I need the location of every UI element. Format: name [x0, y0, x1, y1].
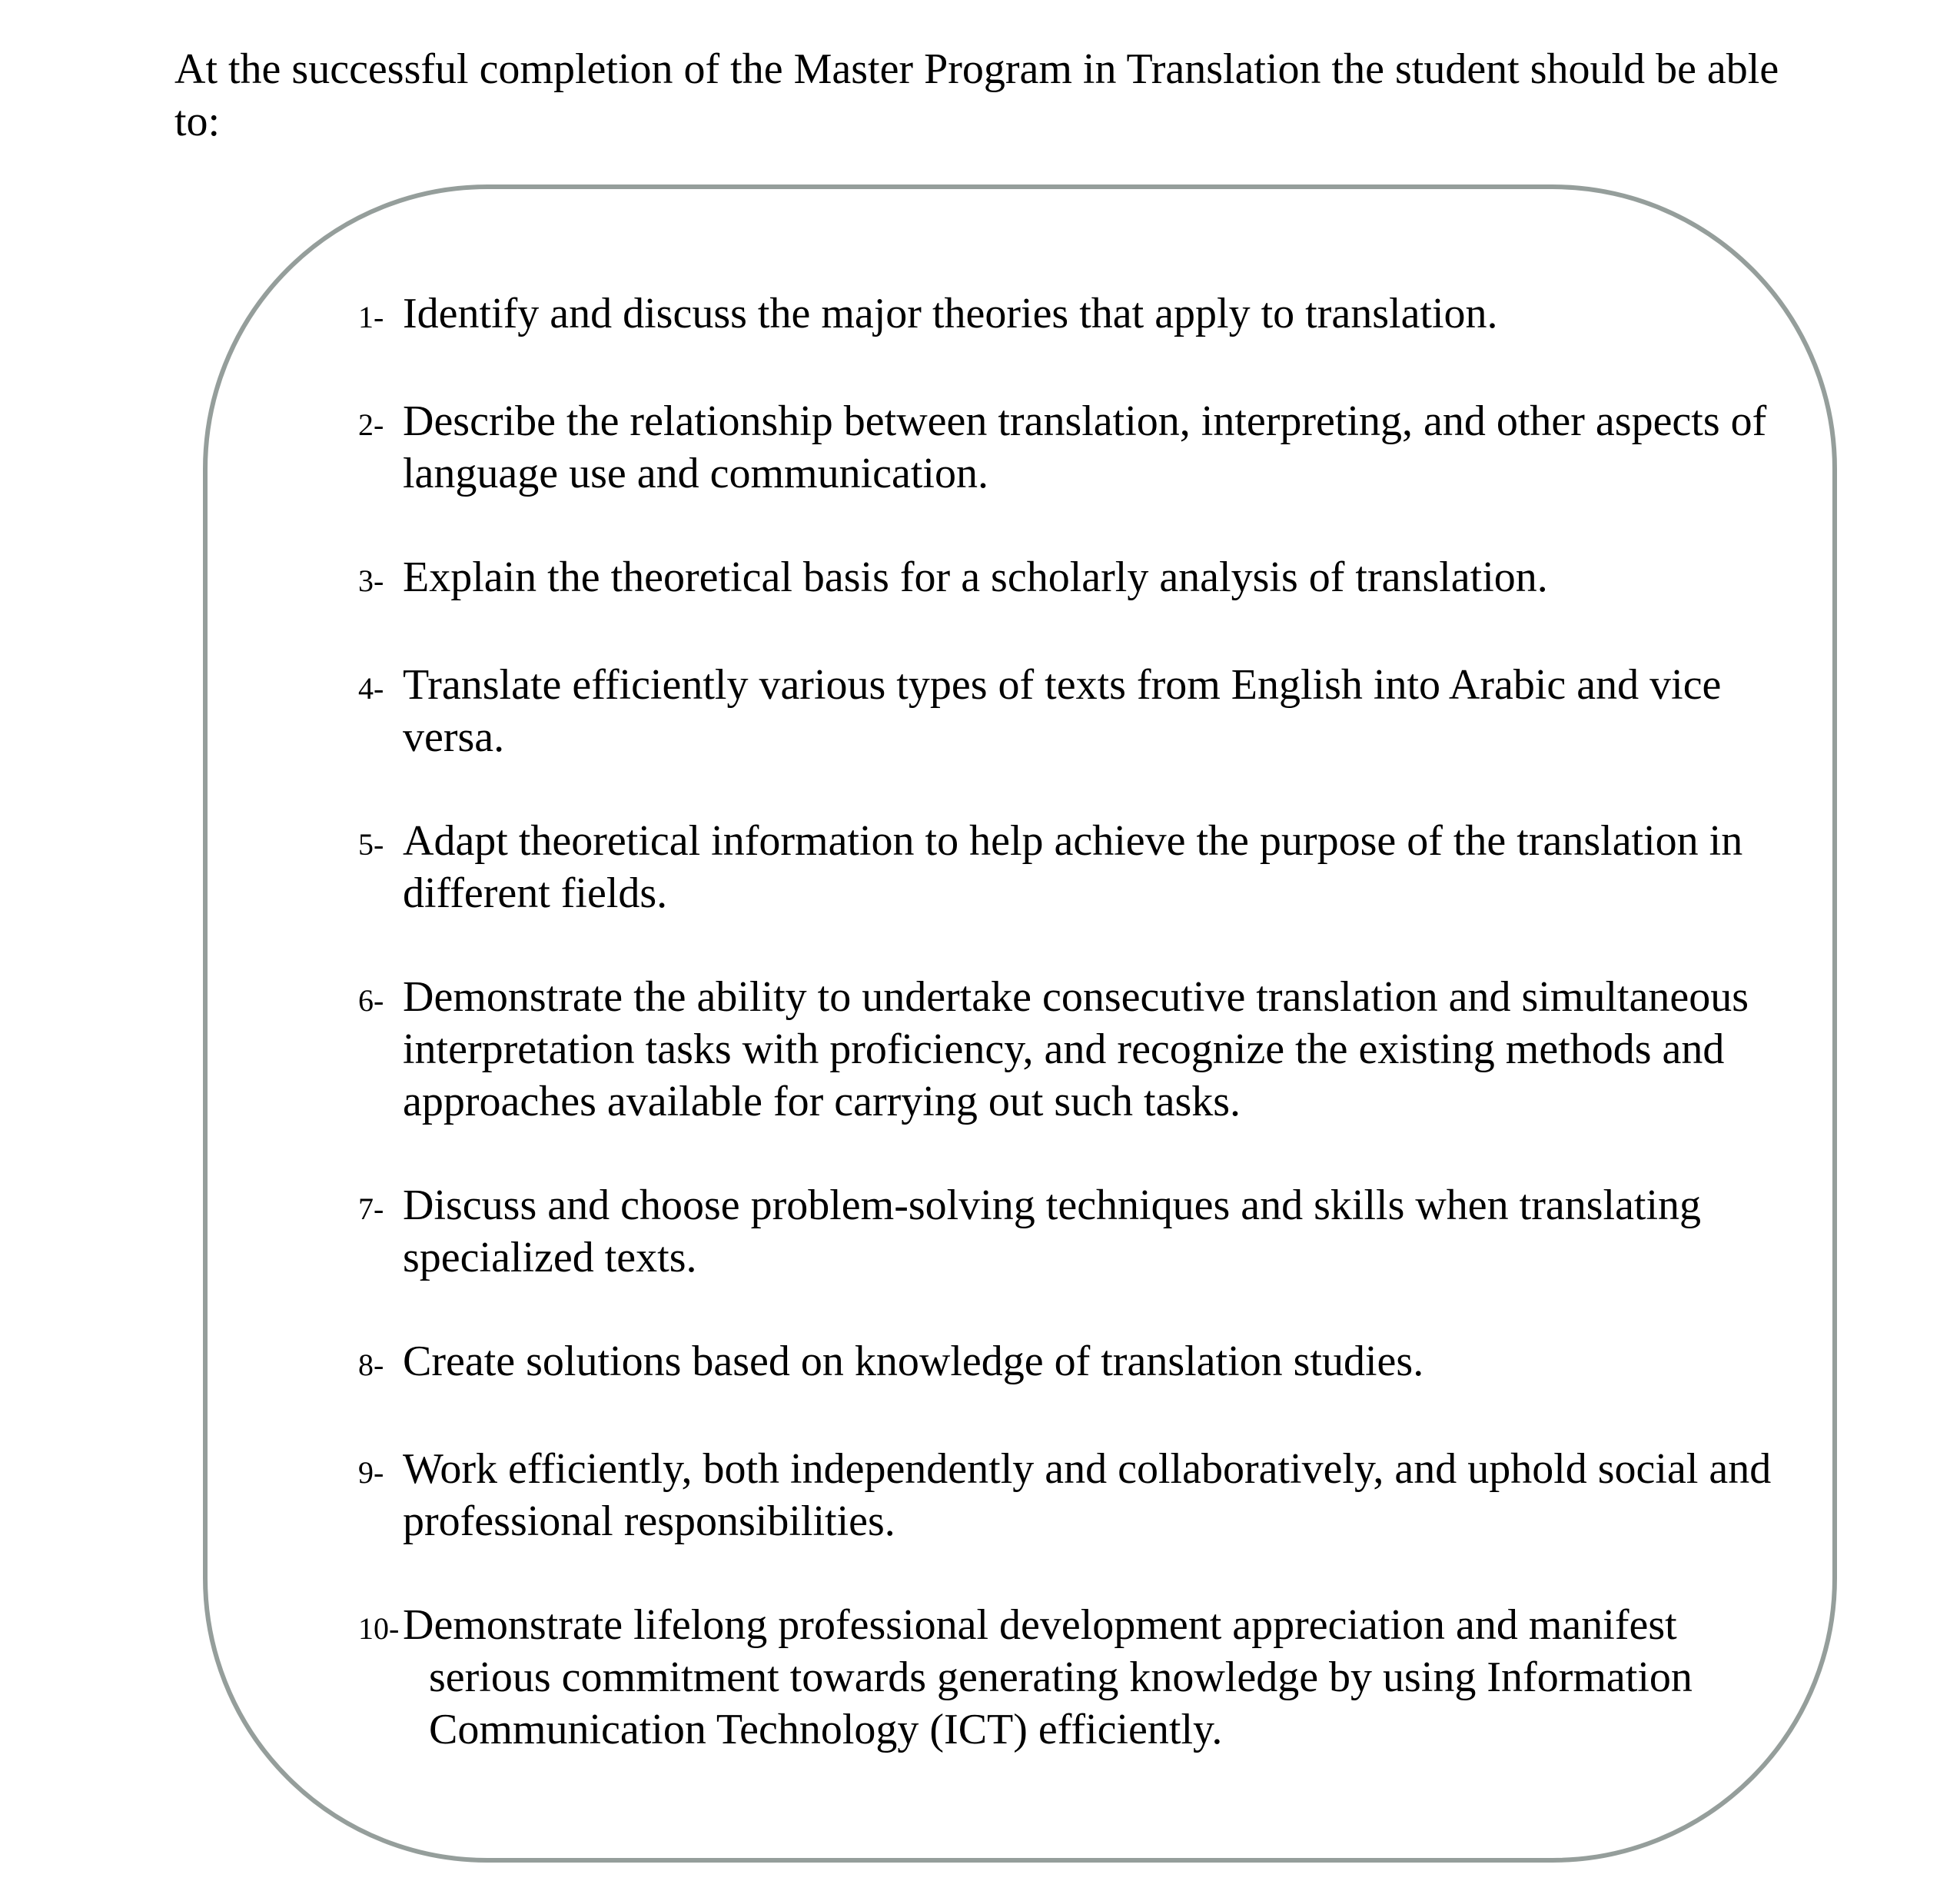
- list-item: [358, 1599, 1788, 1756]
- item-text: Identify and discuss the major theories that apply to translation.: [403, 290, 1498, 337]
- item-number: 4-: [358, 671, 384, 706]
- item-number: 6-: [358, 983, 384, 1018]
- item-number: 8-: [358, 1348, 384, 1382]
- list-item: [358, 815, 1788, 919]
- item-number: 2-: [358, 407, 384, 442]
- list-item: [358, 1443, 1788, 1547]
- list-item: [358, 395, 1788, 500]
- item-number: 10-: [358, 1611, 400, 1646]
- item-number: 3-: [358, 563, 384, 598]
- item-text: Describe the relationship between translation, interpreting, and other aspects of language use and communication.: [403, 397, 1767, 497]
- item-text: Adapt theoretical information to help achieve the purpose of the translation in different fields.: [403, 817, 1743, 917]
- item-text: Demonstrate lifelong professional development appreciation and manifest serious commitment towards generating knowledge by using Information Communication Technology (ICT) efficiently.: [403, 1601, 1693, 1753]
- item-number: 5-: [358, 827, 384, 862]
- list-item: [358, 659, 1788, 763]
- item-text: Translate efficiently various types of texts from English into Arabic and vice versa.: [403, 661, 1722, 761]
- list-item: [358, 551, 1788, 607]
- item-text: Demonstrate the ability to undertake consecutive translation and simultaneous interpretation tasks with proficiency, and recognize the existing methods and approaches available for carrying out such tasks.: [403, 973, 1749, 1125]
- list-item: [358, 1179, 1788, 1284]
- outcomes-list: [358, 287, 1788, 1807]
- item-text: Work efficiently, both independently and collaboratively, and uphold social and professional responsibilities.: [403, 1445, 1772, 1545]
- item-number: 1-: [358, 300, 384, 334]
- item-text: Create solutions based on knowledge of translation studies.: [403, 1338, 1424, 1385]
- item-number: 7-: [358, 1191, 384, 1226]
- list-item: [358, 971, 1788, 1128]
- item-text: Discuss and choose problem-solving techniques and skills when translating specialized texts.: [403, 1181, 1702, 1281]
- list-item: [358, 287, 1788, 344]
- list-item: [358, 1335, 1788, 1391]
- intro-paragraph: At the successful completion of the Master Program in Translation the student should be able to:: [174, 45, 1779, 145]
- item-number: 9-: [358, 1455, 384, 1490]
- item-text: Explain the theoretical basis for a scholarly analysis of translation.: [403, 553, 1548, 601]
